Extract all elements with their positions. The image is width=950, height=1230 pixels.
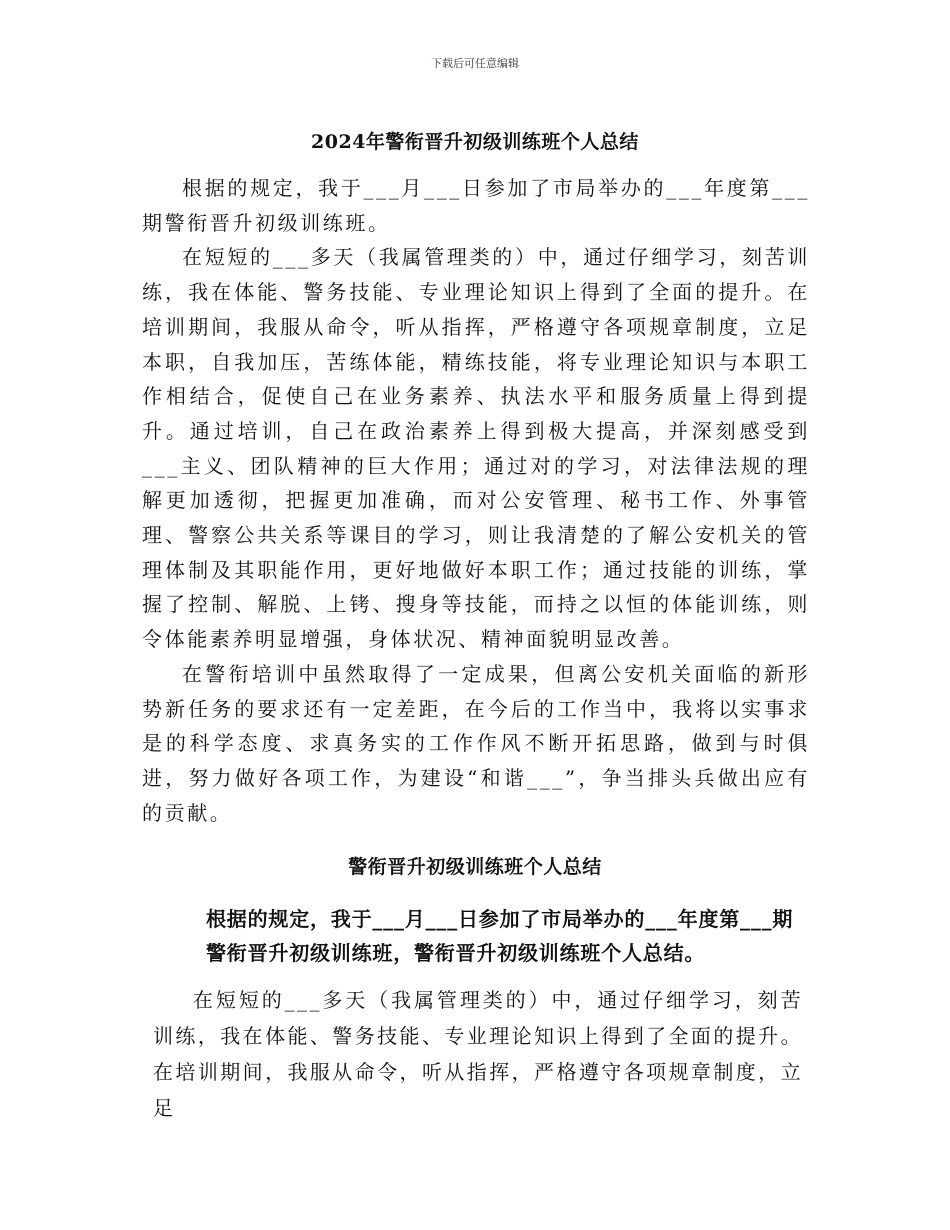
summary-body xyxy=(142,171,810,830)
paragraph-conclusion: 在警衔培训中虽然取得了一定成果，但离公安机关面临的新形势新任务的要求还有一定差距，在今后的工作当中，我将以实事求是的科学态度、求真务实的工作作风不断开拓思路，做到与时俱进，努力做好各项工作，为建设“和谐___”，争当排头兵做出应有的贡献。 xyxy=(142,661,810,825)
paragraph-intro: 根据的规定，我于___月___日参加了市局举办的___年度第___期警衔晋升初级训练班。 xyxy=(142,176,810,235)
bold-lead-paragraph: 根据的规定，我于___月___日参加了市局举办的___年度第___期警衔晋升初级训练班，警衔晋升初级训练班个人总结。 xyxy=(206,907,794,965)
document-title: 2024年警衔晋升初级训练班个人总结 xyxy=(311,131,639,153)
paragraph-repeat: 在短短的___多天（我属管理类的）中，通过仔细学习，刻苦训练，我在体能、警务技能、专业理论知识上得到了全面的提升。在培训期间，我服从命令，听从指挥，严格遵守各项规章制度，立足 xyxy=(153,988,803,1120)
header-note: 下载后可任意编辑 xyxy=(431,57,519,70)
section-title: 警衔晋升初级训练班个人总结 xyxy=(348,856,602,878)
paragraph-training: 在短短的___多天（我属管理类的）中，通过仔细学习，刻苦训练，我在体能、警务技能、专业理论知识上得到了全面的提升。在培训期间，我服从命令，听从指挥，严格遵守各项规章制度，立足本职，自我加压，苦练体能，精练技能，将专业理论知识与本职工作相结合，促使自己在业务素养、执法水平和服务质量上得到提升。通过培训，自己在政治素养上得到极大提高，并深刻感受到___主义、团队精神的巨大作用；通过对的学习，对法律法规的理解更加透彻，把握更加准确，而对公安管理、秘书工作、外事管理、警察公共关系等课目的学习，则让我清楚的了解公安机关的管理体制及其职能作用，更好地做好本职工作；通过技能的训练，掌握了控制、解脱、上铐、搜身等技能，而持之以恒的体能训练，则令体能素养明显增强，身体状况、精神面貌明显改善。 xyxy=(142,245,810,652)
